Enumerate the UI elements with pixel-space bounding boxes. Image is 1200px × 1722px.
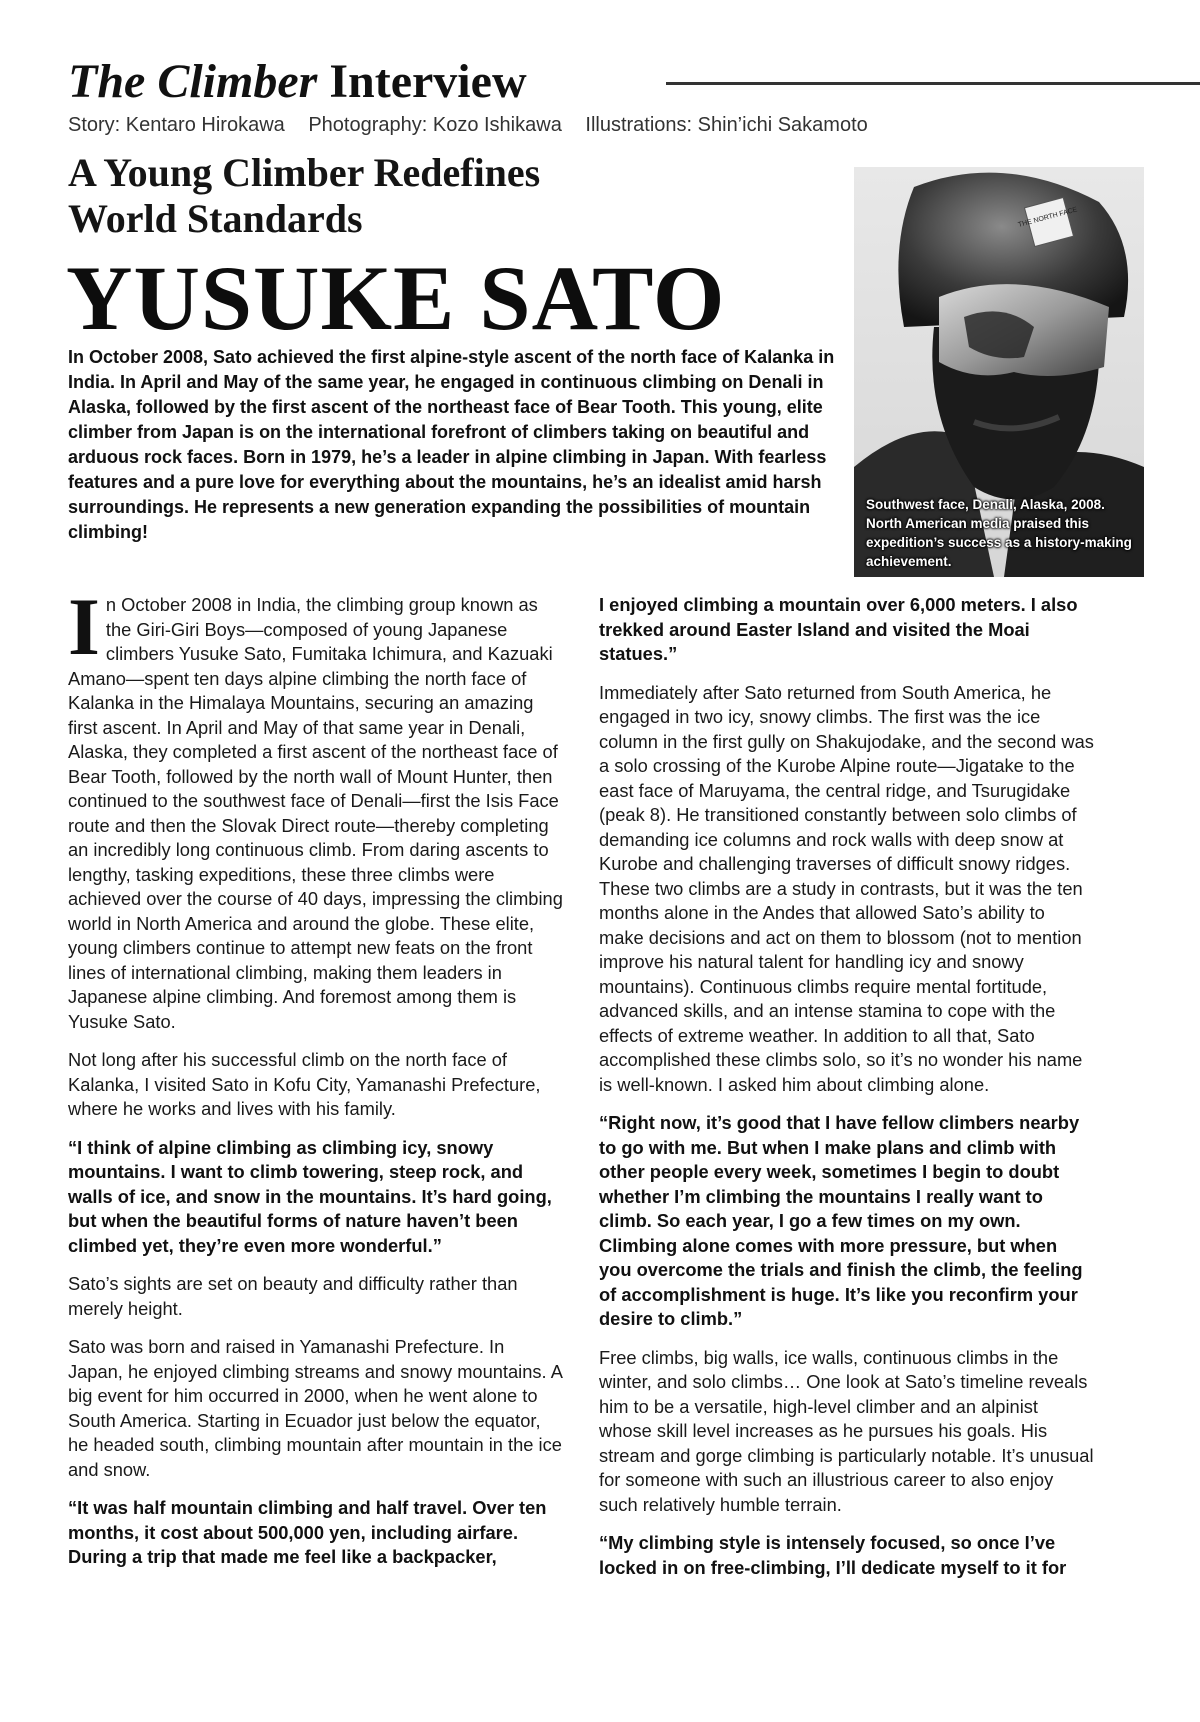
portrait-photo (854, 167, 1144, 577)
article-column-left (68, 581, 563, 1584)
section-name: Interview (329, 55, 527, 108)
pull-quote: “It was half mountain climbing and half travel. Over ten months, it cost about 500,000 yen, including airfare. During a trip that made me feel like a backpacker, (68, 1497, 547, 1567)
headline-line-1: A Young Climber Redefines (68, 150, 541, 195)
credit-story: Story: Kentaro Hirokawa (68, 114, 285, 136)
header-rule (666, 82, 1200, 85)
pull-quote: “My climbing style is intensely focused, so once I’ve locked in on free-climbing, I’ll dedicate myself to it for (599, 1532, 1067, 1578)
headline (68, 150, 828, 242)
body-paragraph-text: n October 2008 in India, the climbing group known as the Giri-Giri Boys—composed of young Japanese climbers Yusuke Sato, Fumitaka Ichimura, and Kazuaki Amano—spent ten days alpine climbing the north face of Kalanka in the Himalaya Mountains, securing an amazing first ascent. In April and May of that same year in Denali, Alaska, they completed a first ascent of the northeast face of Bear Tooth, followed by the north wall of Mount Hunter, then continued to the southwest face of Denali—first the Isis Face route and then the Slovak Direct route—thereby completing an incredibly long continuous climb. From daring ascents to lengthy, tasking expeditions, these three climbs were achieved over the course of 40 days, impressing the climbing world in North America and around the globe. These elite, young climbers continue to attempt new feats on the front lines of international climbing, making them leaders in Japanese alpine climbing. And foremost among them is Yusuke Sato. (68, 594, 563, 1032)
credit-illustrations: Illustrations: Shin’ichi Sakamoto (585, 114, 868, 136)
subject-name: YUSUKE SATO (66, 247, 726, 349)
helmet-logo-text: THE NORTH FACE (1017, 206, 1079, 229)
body-paragraph: Sato’s sights are set on beauty and difficulty rather than merely height. (68, 1273, 518, 1319)
pull-quote: “I think of alpine climbing as climbing icy, snowy mountains. I want to climb towering, steep rock, and walls of ice, and snow in the mountains. It’s hard going, but when the beautiful forms of nature haven’t been climbed yet, they’re even more wonderful.” (68, 1136, 552, 1256)
body-paragraph: Immediately after Sato returned from South America, he engaged in two icy, snowy climbs. The first was the ice column in the first gully on Shakujodake, and the second was a solo crossing of the Kurobe Alpine route—Jigatake to the east face of Maruyama, the central ridge, and Tsurugidake (peak 8). He transitioned constantly between solo climbs of demanding ice columns and rock walls with deep snow at Kurobe and challenging traverses of difficult snowy ridges. These two climbs are a study in contrasts, but it was the ten months alone in the Andes that allowed Sato’s ability to make decisions and act on them to blossom (not to mention improve his natural talent for handling icy and snowy mountains). Continuous climbs require mental fortitude, advanced skills, and an intense stamina to cope with the effects of extreme weather. In addition to all that, Sato accomplished these climbs solo, so it’s no wonder his name is well-known. I asked him about climbing alone. (599, 681, 1094, 1095)
drop-cap: I (68, 581, 100, 672)
headline-line-2: World Standards (68, 196, 363, 241)
photo-caption: Southwest face, Denali, Alaska, 2008. North American media praised this expedition’s success as a history-making achievement. (866, 497, 1132, 569)
body-paragraph: Free climbs, big walls, ice walls, continuous climbs in the winter, and solo climbs… One look at Sato’s timeline reveals him to be a versatile, high-level climber and an alpinist whose skill level increases as he pursues his goals. His stream and gorge climbing is particularly notable. It’s unusual for someone with such an illustrious career to also enjoy such relatively humble terrain. (599, 1346, 1094, 1515)
masthead-row (68, 52, 1200, 114)
lede-paragraph: In October 2008, Sato achieved the first alpine-style ascent of the north face of Kalanka in India. In April and May of the same year, he engaged in continuous climbing on Denali in Alaska, followed by the first ascent of the northeast face of Bear Tooth. This young, elite climber from Japan is on the international forefront of climbers taking on beautiful and arduous rock faces. Born in 1979, he’s a leader in alpine climbing in Japan. With fearless features and a pure love for everything about the mountains, he’s an idealist amid harsh surroundings. He represents a new generation expanding the possibilities of mountain climbing! (68, 347, 835, 542)
magazine-name: The Climber (68, 55, 318, 108)
pull-quote: “Right now, it’s good that I have fellow climbers nearby to go with me. But when I make plans and climb with other people every week, sometimes I begin to doubt whether I’m climbing the mountains I really want to climb. So each year, I go a few times on my own. Climbing alone comes with more pressure, but when you overcome the trials and finish the climb, the feeling of accomplishment is huge. It’s like you reconfirm your desire to climb.” (599, 1112, 1083, 1329)
credit-photography: Photography: Kozo Ishikawa (308, 114, 562, 136)
body-paragraph (68, 581, 563, 1034)
masthead (68, 52, 527, 112)
article-column-right (599, 593, 1094, 1594)
body-paragraph: Not long after his successful climb on the north face of Kalanka, I visited Sato in Kofu City, Yamanashi Prefecture, where he works and lives with his family. (68, 1049, 541, 1119)
body-paragraph: Sato was born and raised in Yamanashi Prefecture. In Japan, he enjoyed climbing streams and snowy mountains. A big event for him occurred in 2000, when he went alone to South America. Starting in Ecuador just below the equator, he headed south, climbing mountain after mountain in the ice and snow. (68, 1336, 562, 1480)
credits-line (68, 112, 968, 138)
pull-quote: I enjoyed climbing a mountain over 6,000 meters. I also trekked around Easter Island and visited the Moai statues.” (599, 594, 1078, 664)
